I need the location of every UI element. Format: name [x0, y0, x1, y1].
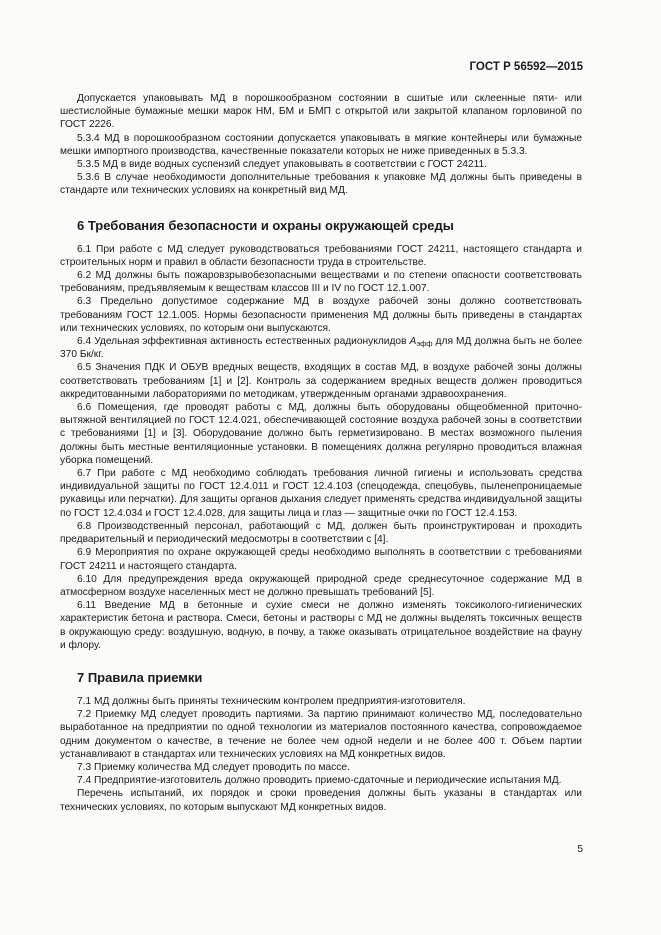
paragraph-6-5: 6.5 Значения ПДК И ОБУВ вредных веществ, входящих в состав МД, в воздухе рабочей зоны должны соответствовать требованиям [1] и [2]. Контроль за содержанием вредных веществ должен проводиться аккредитованными лабораториями по методикам, утвержденным органами здравоохранения.: [60, 362, 582, 400]
paragraph-6-11: 6.11 Введение МД в бетонные и сухие смеси не должно изменять токсиколого-гигиенических характеристик бетона и раствора. Смеси, бетоны и растворы с МД не должны выделять токсичных веществ в окружающую среду: воздушную, водную, в почву, а также оказывать отрицательное воздействие на фауну и флору.: [60, 600, 582, 651]
page-number: 5: [577, 844, 583, 855]
paragraph-6-9: 6.9 Мероприятия по охране окружающей среды необходимо выполнять в соответствии с требованиями ГОСТ 24211 и настоящего стандарта.: [60, 547, 582, 572]
section-7-heading: 7 Правила приемки: [77, 669, 203, 685]
document-body: [60, 92, 582, 814]
paragraph-6-4: [60, 335, 582, 361]
document-header-code: ГОСТ Р 56592—2015: [469, 61, 583, 73]
paragraph-5-3-6: 5.3.6 В случае необходимости дополнительные требования к упаковке МД должны быть приведены в стандарте или технических условиях на конкретный вид МД.: [60, 172, 582, 197]
paragraph-6-2: 6.2 МД должны быть пожаровзрывобезопасными веществами и по степени опасности соответствовать требованиям, предъявляемым к веществам классов III и IV по ГОСТ 12.1.007.: [60, 270, 582, 295]
paragraph-6-6: 6.6 Помещения, где проводят работы с МД, должны быть оборудованы общеобменной приточно-вытяжной вентиляцией по ГОСТ 12.4.021, обеспечивающей состояние воздуха рабочей зоны в соответствии с требованиями [1] и [3]. Оборудование должно быть герметизировано. В местах возможного пыления должны быть местные вентиляционные установки. В помещениях должна регулярно проводиться влажная уборка помещений.: [60, 402, 582, 466]
activity-symbol-subscript: эфф: [416, 339, 433, 349]
paragraph-7-3: 7.3 Приемку количества МД следует проводить по массе.: [77, 761, 350, 773]
paragraph-5-3-4: 5.3.4 МД в порошкообразном состоянии допускается упаковывать в мягкие контейнеры или бумажные мешки импортного производства, качественные показатели которых не ниже приведенных в 5.3.3.: [60, 132, 582, 157]
paragraph-6-1: 6.1 При работе с МД следует руководствоваться требованиями ГОСТ 24211, настоящего стандарта и строительных норм и правил в области безопасности труда в строительстве.: [60, 243, 582, 268]
paragraph-6-7: 6.7 При работе с МД необходимо соблюдать требования личной гигиены и использовать средства индивидуальной защиты по ГОСТ 12.4.011 и ГОСТ 12.4.103 (спецодежда, спецобувь, пыленепроницаемые рукавицы или перчатки). Для защиты органов дыхания следует применять средства индивидуальной защиты по ГОСТ 12.4.034 и ГОСТ 12.4.028, для защиты лица и глаз — защитные очки по ГОСТ 12.4.153.: [60, 468, 582, 519]
paragraph-7-2: 7.2 Приемку МД следует проводить партиями. За партию принимают количество МД, последовательно выработанное на предприятии по одной технологии из материалов постоянного качества, сопровождаемое одним документом о качестве, в течение не более чем одной недели и не более 400 т. Объем партии устанавливают в стандартах или технических условиях на МД конкретных видов.: [60, 709, 582, 760]
paragraph-6-4-end: для МД должна быть не более 370 Бк/кг.: [60, 336, 582, 361]
paragraph-7-1: 7.1 МД должны быть приняты техническим контролем предприятия-изготовителя.: [77, 695, 466, 707]
paragraph-7-4: 7.4 Предприятие-изготовитель должно проводить приемо-сдаточные и периодические испытания МД.: [77, 775, 562, 787]
activity-symbol: А: [409, 336, 417, 348]
paragraph-5-3-3-cont: Допускается упаковывать МД в порошкообразном состоянии в сшитые или склеенные пяти- или шестислойные бумажные мешки марок НМ, БМ и БМП с открытой или закрытой клапаном горловиной по ГОСТ 2226.: [60, 93, 582, 131]
section-6-heading: 6 Требования безопасности и охраны окружающей среды: [77, 217, 454, 233]
paragraph-6-3: 6.3 Предельно допустимое содержание МД в воздухе рабочей зоны должно соответствовать требованиям ГОСТ 12.1.005. Нормы безопасности применения МД должны быть приведены в стандартах или технических условиях, по которым они выпускаются.: [60, 296, 582, 334]
paragraph-6-10: 6.10 Для предупреждения вреда окружающей природной среде среднесуточное содержание МД в атмосферном воздухе населенных мест не должно превышать требований [5].: [60, 573, 582, 598]
paragraph-5-3-5: 5.3.5 МД в виде водных суспензий следует упаковывать в соответствии с ГОСТ 24211.: [77, 159, 487, 171]
paragraph-7-4-cont: Перечень испытаний, их порядок и сроки проведения должны быть указаны в стандартах или технических условиях, по которым выпускают МД конкретных видов.: [60, 788, 582, 813]
paragraph-6-4-start: 6.4 Удельная эффективная активность естественных радионуклидов: [77, 336, 410, 348]
paragraph-6-8: 6.8 Производственный персонал, работающий с МД, должен быть проинструктирован и проходить предварительный и периодический медосмотры в соответствии с [4].: [60, 520, 582, 546]
